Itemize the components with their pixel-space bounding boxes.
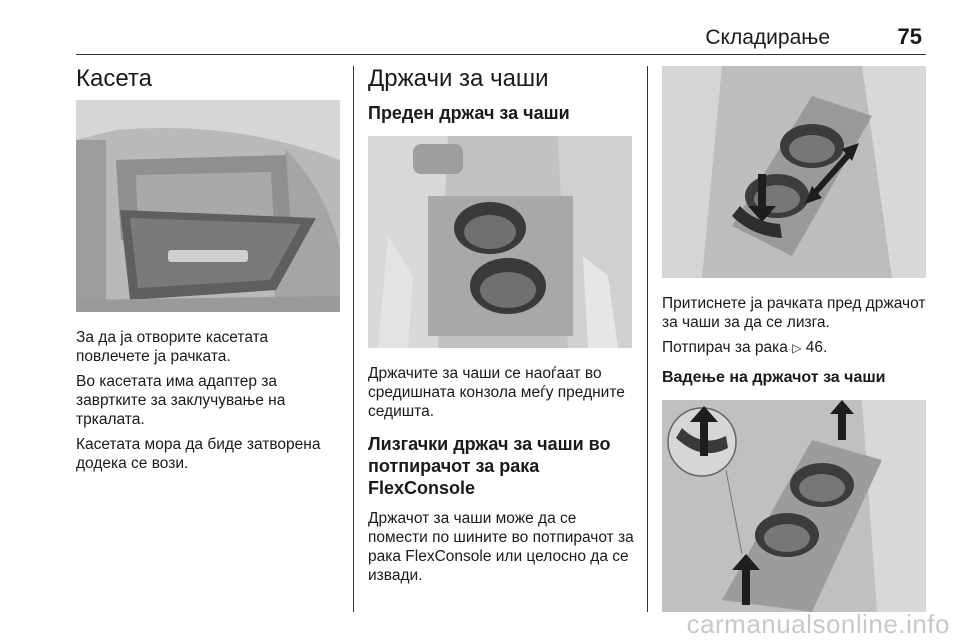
page-header [76, 24, 926, 54]
watermark: carmanualsonline.info [686, 609, 950, 639]
sliding-cupholder-illustration [662, 66, 926, 278]
glovebox-illustration [76, 100, 340, 312]
front-cupholder-subheading: Преден држач за чаши [368, 103, 570, 123]
remove-cupholder-illustration [662, 400, 926, 612]
column-sliding-cupholder [662, 64, 928, 612]
sliding-cupholder-paragraph: Држачот за чаши може да се помести по шините во потпирачот за рака FlexConsole или целосно да се извади. [368, 510, 634, 584]
section-title: Складирање [705, 26, 830, 49]
column-divider-1 [353, 66, 354, 612]
press-handle-paragraph: Притиснете ја рачката пред држачот за чаши за да се лизга. [662, 295, 926, 331]
armrest-reference-link[interactable]: 46. [805, 339, 828, 356]
triangle-ref-icon: ▷ [792, 341, 802, 355]
header-rule [76, 54, 926, 55]
page-number: 75 [897, 24, 922, 49]
column-divider-2 [647, 66, 648, 612]
sliding-cupholder-subheading: Лизгачки држач за чаши во потпирачот за рака FlexConsole [368, 434, 611, 498]
glovebox-paragraph-1: За да ја отворите касетата повлечете ја рачката. [76, 329, 269, 365]
column-glovebox [76, 64, 340, 473]
glovebox-heading: Касета [76, 65, 152, 92]
glovebox-paragraph-3: Касетата мора да биде затворена додека се вози. [76, 436, 321, 472]
glovebox-paragraph-2: Во касетата има адаптер за завртките за заклучување на тркалата. [76, 373, 286, 428]
column-cupholders [368, 64, 634, 585]
armrest-reference-text: Потпирач за рака [662, 339, 788, 356]
remove-cupholder-subheading: Вадење на држачот за чаши [662, 369, 886, 386]
armrest-reference [662, 338, 928, 358]
front-cupholder-paragraph: Држачите за чаши се наоѓаат во средишната конзола меѓу предните седишта. [368, 365, 625, 420]
cupholders-heading: Држачи за чаши [368, 65, 549, 92]
front-cupholder-illustration [368, 136, 632, 348]
